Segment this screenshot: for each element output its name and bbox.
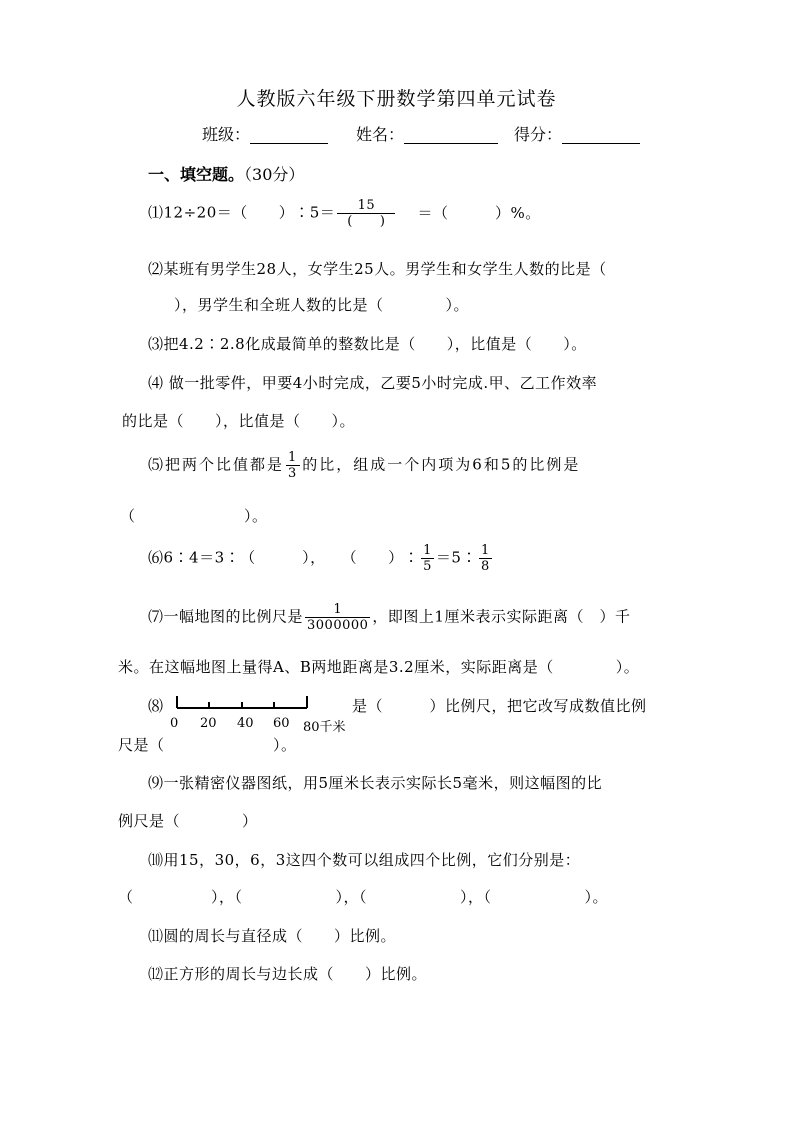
q6-frac1-num: 1 (423, 543, 432, 558)
question-9-line-1: ⑼一张精密仪器图纸，用5厘米长表示实际长5毫米，则这幅图的比 (148, 774, 603, 792)
question-7-line-1 (148, 602, 630, 633)
q5-frac-den: 3 (288, 466, 299, 481)
question-8-line-2: 尺是（ ）。 (118, 736, 297, 754)
section-points: （30分） (244, 165, 305, 184)
q5-fraction (286, 450, 300, 481)
class-label: 班级： (202, 125, 251, 144)
question-4-line-2: 的比是（ ），比值是（ ）。 (122, 412, 356, 430)
q7-frac-den: 3000000 (307, 618, 369, 633)
page-title: 人教版六年级下册数学第四单元试卷 (236, 88, 557, 110)
q5-text-a: ⑸把两个比值都是 (148, 455, 285, 474)
q7-frac-num: 1 (333, 602, 343, 617)
question-6 (148, 543, 494, 574)
scale-label: 0 (170, 716, 179, 731)
q1-frac-den: ( ) (337, 213, 395, 229)
q5-text-b: 的比，组成一个内项为6和5的比例是 (302, 455, 581, 474)
question-9-line-2: 例尺是（ ） (118, 812, 258, 830)
section-heading (148, 162, 304, 185)
name-blank[interactable] (404, 125, 498, 144)
question-5-line-1 (148, 450, 580, 481)
class-blank[interactable] (250, 125, 328, 144)
score-field (514, 122, 640, 145)
q5-frac-num: 1 (288, 450, 299, 465)
name-field (356, 122, 498, 145)
q1-text-b: ＝（ ）%。 (417, 203, 541, 222)
question-4-line-1: ⑷ 做一批零件，甲要4小时完成，乙要5小时完成.甲、乙工作效率 (148, 374, 598, 392)
question-2-line-2: ），男学生和全班人数的比是（ ）。 (174, 296, 470, 314)
question-10-line-2: （ ），（ ），（ ），（ ）。 (118, 888, 609, 906)
question-8-line-1: 是（ ）比例尺，把它改写成数值比例 (352, 697, 647, 715)
class-field (202, 122, 328, 145)
q7-fraction (305, 602, 370, 633)
score-blank[interactable] (562, 125, 640, 144)
q1-frac-num: 15 (357, 198, 376, 213)
q8-prefix: ⑻ (148, 697, 164, 715)
q6-frac2-num: 1 (480, 543, 490, 558)
q6-frac1-den: 5 (423, 559, 432, 574)
q6-fraction-2 (479, 543, 492, 574)
q6-text-a: ⑹6∶4＝3∶（ ）， （ ）∶ (148, 548, 420, 567)
q6-text-b: ＝5∶ (435, 548, 477, 567)
question-2-line-1: ⑵某班有男学生28人，女学生25人。男学生和女学生人数的比是（ (148, 260, 607, 278)
q1-fraction (337, 198, 395, 229)
question-11: ⑾圆的周长与直径成（ ）比例。 (148, 927, 397, 945)
score-label: 得分： (514, 125, 563, 144)
q1-text-a: ⑴12÷20＝（ ）∶5＝ (148, 203, 336, 222)
question-7-line-2: 米。在这幅地图上量得A、B两地距离是3.2厘米，实际距离是（ ）。 (118, 658, 640, 676)
scale-label: 60 (273, 716, 290, 731)
question-3: ⑶把4.2∶2.8化成最简单的整数比是（ ），比值是（ ）。 (148, 335, 587, 353)
scale-label: 80千米 (303, 720, 346, 735)
question-1 (148, 198, 541, 229)
scale-label: 20 (200, 716, 217, 731)
scale-label: 40 (237, 716, 254, 731)
q7-text-b: ，即图上1厘米表示实际距离（ ）千 (372, 607, 631, 626)
q6-fraction-1 (421, 543, 434, 574)
scale-bar (176, 694, 308, 710)
question-5-line-2: （ ）。 (120, 507, 268, 525)
question-12: ⑿正方形的周长与边长成（ ）比例。 (148, 965, 428, 983)
q7-text-a: ⑺一幅地图的比例尺是 (148, 607, 304, 626)
q6-frac2-den: 8 (480, 559, 490, 574)
question-10-line-1: ⑽用15，30，6，3这四个数可以组成四个比例，它们分别是： (148, 851, 581, 869)
section-heading-text: 一、填空题。 (148, 165, 245, 184)
name-label: 姓名： (356, 125, 405, 144)
